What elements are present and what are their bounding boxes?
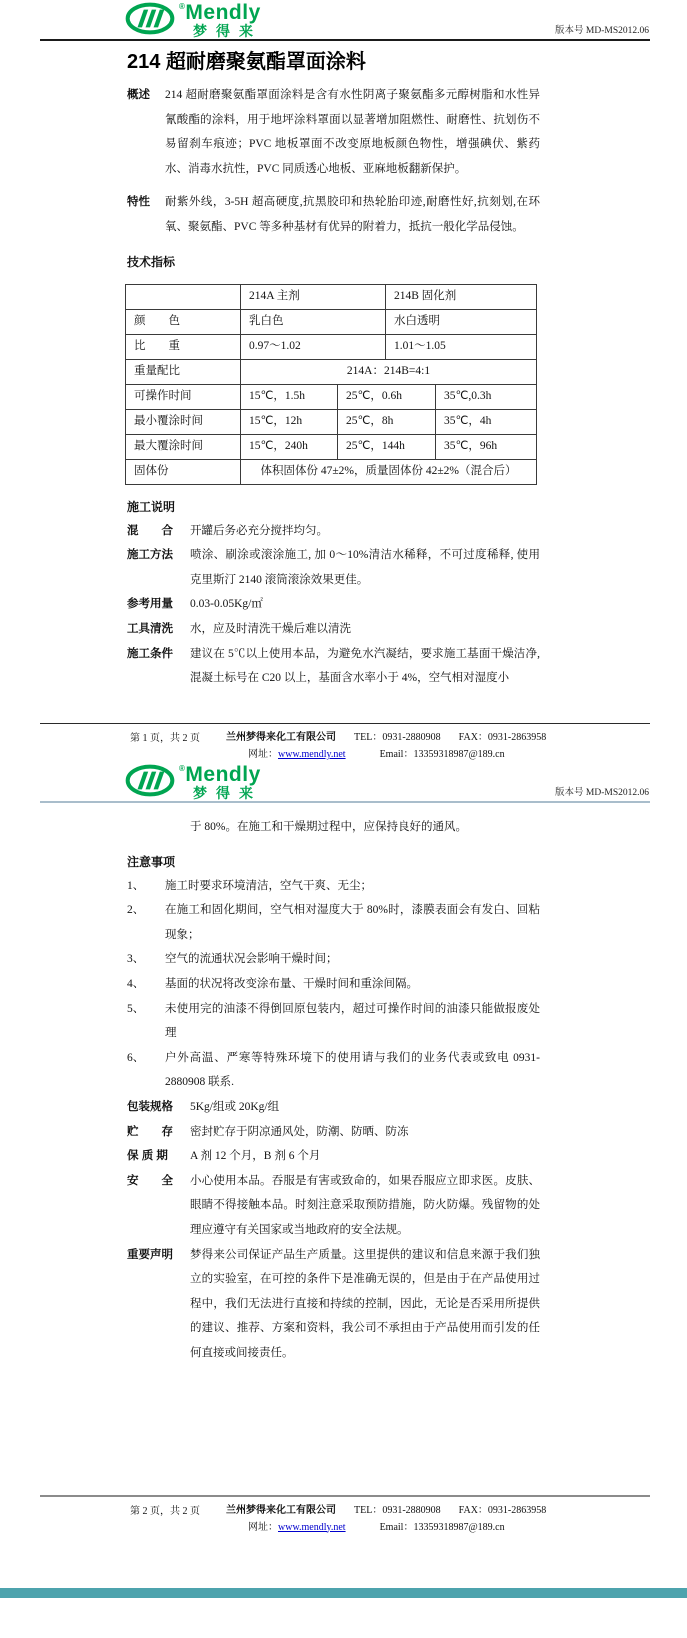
table-row (126, 385, 536, 410)
spec-item (127, 1243, 540, 1366)
page-1 (0, 0, 687, 762)
feature-label: 特性 (127, 196, 150, 209)
table-cell: 0.97～1.02 (241, 335, 386, 359)
website-row (248, 745, 346, 760)
note-text: 施工时要求环境清洁，空气干爽、无尘； (165, 879, 372, 892)
note-text: 未使用完的油漆不得倒回原包装内，超过可操作时间的油漆只能做报废处理 (165, 1002, 540, 1040)
spec-label: 包装规格 (127, 1100, 173, 1113)
page1-body (127, 83, 540, 691)
item-text: 开罐后务必充分搅拌均匀。 (190, 524, 328, 537)
table-cell: 35℃,0.3h (444, 390, 492, 403)
table-row (126, 310, 536, 335)
note-text: 户外高温、严寒等特殊环境下的使用请与我们的业务代表或致电 0931-2880908 联系. (165, 1051, 540, 1089)
table-cell: 25℃，8h (338, 410, 436, 434)
logo-wordmark: ®Mendly (179, 763, 261, 786)
item-text: 水，应及时清洗干燥后难以清洗 (190, 622, 351, 635)
logo-text (179, 2, 262, 38)
item-label: 施工方法 (127, 549, 173, 562)
company-fax: FAX：0931-2863958 (458, 732, 547, 743)
note-number: 4、 (127, 977, 145, 990)
footer-divider (40, 1495, 650, 1497)
construction-item (127, 592, 540, 617)
website-row (248, 1518, 346, 1533)
table-cell: 最小覆涂时间 (126, 410, 241, 434)
spec-item (127, 1169, 540, 1243)
note-text: 在施工和固化期间，空气相对湿度大于 80%时，漆膜表面会有发白、回粘现象； (165, 904, 540, 941)
note-item (127, 972, 540, 997)
construction-item (127, 519, 540, 544)
mendly-logo (125, 2, 262, 38)
table-cell: 比 重 (126, 335, 241, 359)
logo-wordmark: ®Mendly (179, 1, 261, 24)
page2-header (0, 762, 687, 800)
table-cell: 25℃，144h (338, 435, 436, 459)
overview-paragraph (127, 83, 540, 181)
construction-item (127, 642, 540, 691)
page2-body (127, 815, 540, 1365)
table-row (126, 435, 536, 460)
table-cell: 颜 色 (126, 310, 241, 334)
registered-mark-icon: ® (179, 764, 186, 773)
note-item (127, 947, 540, 972)
note-number: 6、 (127, 1051, 145, 1064)
construction-heading: 施工说明 (127, 499, 176, 514)
table-cell: 固体份 (126, 460, 241, 484)
note-number: 5、 (127, 1002, 145, 1015)
company-name: 兰州梦得来化工有限公司 (226, 732, 336, 743)
spec-text: 小心使用本品。吞服是有害或致命的，如果吞服应立即求医。皮肤、眼睛不得接触本品。时刻注意采取预防措施，防火防爆。残留物的处理应遵守有关国家或当地政府的安全法规。 (190, 1174, 540, 1236)
table-row (126, 285, 536, 310)
table-cell: 1.01～1.05 (394, 340, 446, 353)
bottom-accent-bar (0, 1588, 687, 1598)
table-row (126, 335, 536, 360)
mendly-logo-icon (125, 764, 175, 797)
page2-footer (0, 1495, 687, 1533)
item-label: 混 合 (127, 524, 173, 537)
spec-text: 密封贮存于阴凉通风处，防潮、防晒、防冻 (190, 1125, 409, 1138)
notes-heading: 注意事项 (127, 854, 176, 869)
page1-header (0, 0, 687, 38)
note-item (127, 1046, 540, 1095)
table-cell: 可操作时间 (126, 385, 241, 409)
website-label: 网址： (248, 749, 278, 760)
note-text: 空气的流通状况会影响干燥时间； (165, 953, 338, 966)
website-label: 网址： (248, 1521, 278, 1533)
company-email: Email：13359318987@189.cn (379, 1521, 505, 1533)
table-cell: 214A：214B=4:1 (346, 365, 431, 378)
table-row (126, 360, 536, 385)
note-item (127, 997, 540, 1046)
spec-label: 重要声明 (127, 1248, 173, 1261)
header-divider (40, 801, 650, 803)
item-label: 参考用量 (127, 598, 173, 611)
product-title: 214 超耐磨聚氨酯罩面涂料 (127, 51, 366, 73)
page-2 (0, 762, 687, 1638)
registered-mark-icon: ® (179, 2, 186, 11)
note-number: 2、 (127, 904, 145, 917)
item-text: 0.03-0.05Kg/㎡ (190, 598, 263, 611)
spec-item (127, 1095, 540, 1120)
spec-label: 安 全 (127, 1174, 173, 1187)
construction-item (127, 543, 540, 592)
page-number: 第 2 页，共 2 页 (130, 1505, 200, 1517)
item-label: 施工条件 (127, 647, 173, 660)
table-cell: 15℃，1.5h (241, 385, 338, 409)
item-text: 建议在 5℃以上使用本品，为避免水汽凝结，要求施工基面干燥洁净, 混凝土标号在 C20 以上，基面含水率小于 4%，空气相对湿度小 (190, 647, 540, 685)
note-item (127, 874, 540, 899)
footer-content (0, 1501, 687, 1533)
table-cell (126, 285, 241, 309)
logo-chinese-name: 梦得来 (193, 23, 262, 39)
table-cell: 35℃，4h (444, 415, 492, 428)
mendly-logo-icon (125, 2, 175, 35)
spec-label: 保 质 期 (127, 1150, 168, 1163)
table-cell: 水白透明 (394, 315, 440, 328)
construction-item (127, 617, 540, 642)
website-link[interactable]: www.mendly.net (278, 1521, 346, 1533)
table-row (126, 410, 536, 435)
table-row (126, 460, 536, 485)
item-label: 工具清洗 (127, 622, 173, 635)
note-item (127, 898, 540, 947)
feature-paragraph (127, 190, 540, 239)
version-label: 版本号 MD-MS2012.06 (555, 26, 649, 36)
company-email: Email：13359318987@189.cn (379, 749, 505, 760)
spec-text: A 剂 12 个月，B 剂 6 个月 (190, 1150, 321, 1163)
table-cell: 重量配比 (126, 360, 241, 384)
spec-item (127, 1144, 540, 1169)
table-cell: 25℃，0.6h (338, 385, 436, 409)
note-text: 基面的状况将改变涂布量、干燥时间和重涂间隔。 (165, 977, 418, 990)
page-number: 第 1 页，共 2 页 (130, 733, 200, 744)
footer-content (0, 728, 687, 760)
mendly-logo (125, 764, 262, 800)
company-fax: FAX：0931-2863958 (458, 1504, 547, 1516)
spec-text: 梦得来公司保证产品生产质量。这里提供的建议和信息来源于我们独立的实验室，在可控的条件下是准确无误的，但是由于在产品使用过程中，我们无法进行直接和持续的控制，因此，无论是否采用所提供的建议、推荐、方案和资料，我公司不承担由于产品使用而引发的任何直接或间接责任。 (190, 1248, 540, 1359)
footer-divider (40, 723, 650, 725)
table-cell: 214B 固化剂 (394, 290, 457, 303)
table-cell: 乳白色 (241, 310, 386, 334)
table-cell: 15℃，12h (241, 410, 338, 434)
table-cell: 214A 主剂 (241, 285, 386, 309)
spec-table (125, 284, 537, 485)
table-cell: 体积固体份 47±2%，质量固体份 42±2%（混合后） (260, 465, 517, 478)
logo-text (179, 764, 262, 800)
table-cell: 15℃，240h (241, 435, 338, 459)
table-cell: 最大覆涂时间 (126, 435, 241, 459)
item-text: 喷涂、刷涂或滚涂施工, 加 0～10%清洁水稀释，不可过度稀释, 使用克里斯汀 2140 滚筒滚涂效果更佳。 (190, 549, 540, 586)
tech-spec-heading: 技术指标 (127, 254, 176, 269)
version-label: 版本号 MD-MS2012.06 (555, 788, 649, 798)
overview-text: 214 超耐磨聚氨酯罩面涂料是含有水性阴离子聚氨酯多元醇树脂和水性异氰酸酯的涂料，用于地坪涂料罩面以显著增加阻燃性、耐磨性、抗划伤不易留刹车痕迹；PVC 地板罩面不改变原地板颜色物性，增强碘伏、紫药水、消毒水抗性，PVC 同质透心地板、亚麻地板翻新保护。 (165, 89, 540, 175)
feature-text: 耐紫外线，3-5H 超高硬度,抗黑胶印和热轮胎印迹,耐磨性好,抗刻划,在环氧、聚氨酯、PVC 等多种基材有优异的附着力，抵抗一般化学品侵蚀。 (165, 196, 540, 233)
spec-label: 贮 存 (127, 1125, 173, 1138)
company-tel: TEL：0931-2880908 (354, 1504, 441, 1516)
website-link[interactable]: www.mendly.net (278, 749, 346, 760)
footer-company-block (226, 728, 647, 760)
overview-label: 概述 (127, 89, 150, 101)
logo-chinese-name: 梦得来 (193, 785, 262, 801)
page1-footer (0, 723, 687, 761)
note-number: 3、 (127, 953, 145, 966)
header-divider (40, 39, 650, 41)
company-name: 兰州梦得来化工有限公司 (226, 1504, 336, 1516)
company-tel: TEL：0931-2880908 (354, 732, 441, 743)
table-cell: 35℃，96h (444, 440, 498, 453)
continuation-text: 于 80%。在施工和干燥期过程中，应保持良好的通风。 (190, 821, 467, 833)
spec-text: 5Kg/组或 20Kg/组 (190, 1100, 280, 1113)
note-number: 1、 (127, 879, 145, 892)
spec-item (127, 1120, 540, 1145)
footer-company-block (226, 1501, 647, 1533)
